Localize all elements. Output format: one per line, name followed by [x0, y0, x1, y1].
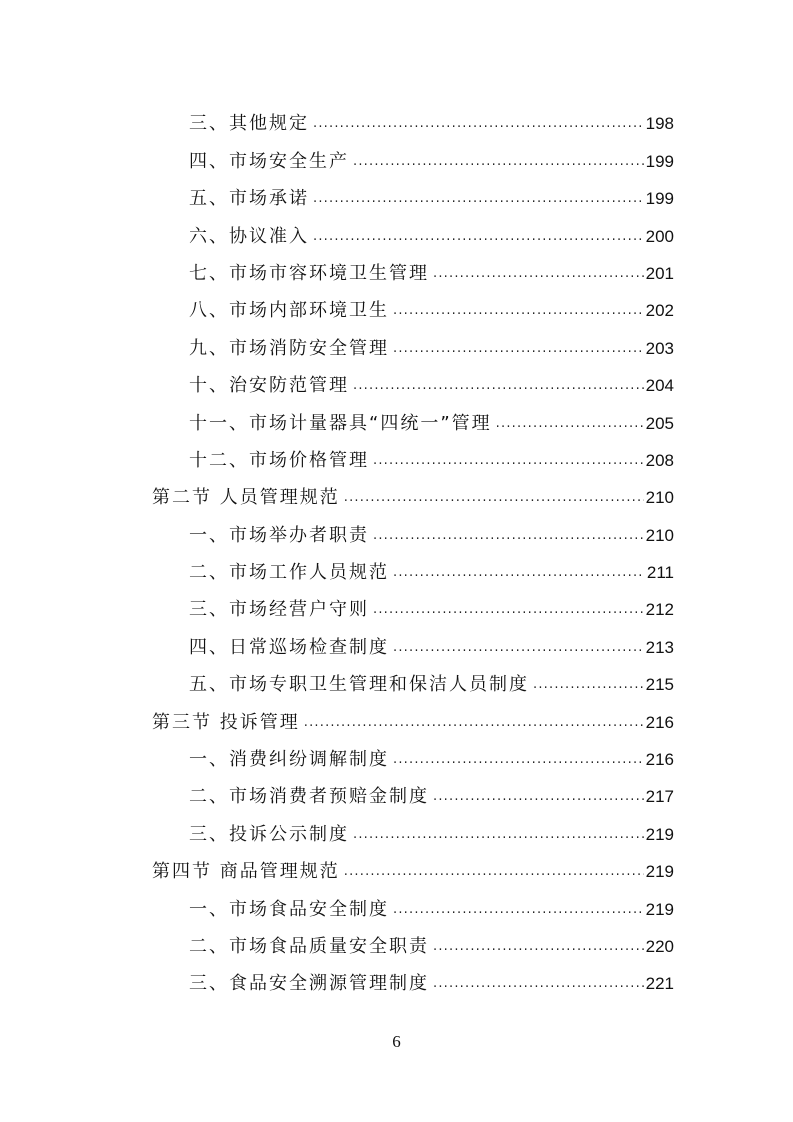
toc-entry-page: 217: [645, 787, 674, 807]
toc-entry-title: 九、市场消防安全管理: [189, 337, 389, 359]
toc-entry-title: 七、市场市容环境卫生管理: [189, 262, 429, 284]
toc-entry-title: 一、消费纠纷调解制度: [189, 749, 389, 771]
toc-dot-leader: [313, 189, 644, 213]
toc-dot-leader: [393, 339, 644, 363]
toc-entry[interactable]: [0, 774, 793, 811]
toc-dot-leader: [393, 301, 644, 325]
toc-entry[interactable]: [0, 325, 793, 362]
toc-dot-leader: [433, 264, 644, 288]
toc-entry[interactable]: [0, 737, 793, 774]
table-of-contents: [0, 101, 793, 998]
toc-entry[interactable]: [0, 924, 793, 961]
toc-entry-title: 八、市场内部环境卫生: [189, 300, 389, 322]
toc-entry[interactable]: [0, 438, 793, 475]
toc-section-entry[interactable]: [0, 699, 793, 736]
toc-entry-title: 一、市场举办者职责: [189, 524, 369, 546]
toc-section-entry[interactable]: [0, 849, 793, 886]
toc-dot-leader: [313, 227, 644, 251]
toc-dot-leader: [373, 526, 644, 550]
toc-entry-page: 199: [645, 151, 674, 171]
toc-section-entry[interactable]: [0, 475, 793, 512]
toc-dot-leader: [393, 750, 644, 774]
toc-dot-leader: [433, 974, 644, 998]
toc-section-title: 第三节 投诉管理: [152, 711, 300, 733]
toc-entry[interactable]: [0, 886, 793, 923]
toc-entry-page: 211: [646, 563, 674, 583]
toc-entry[interactable]: [0, 811, 793, 848]
toc-entry-title: 五、市场承诺: [189, 188, 309, 210]
toc-entry-title: 二、市场消费者预赔金制度: [189, 786, 429, 808]
toc-entry-title: 四、市场安全生产: [189, 150, 349, 172]
toc-entry-title: 三、食品安全溯源管理制度: [189, 973, 429, 995]
toc-dot-leader: [393, 563, 645, 587]
toc-entry-page: 210: [645, 488, 674, 508]
toc-dot-leader: [353, 376, 644, 400]
toc-entry-page: 205: [645, 413, 674, 433]
toc-entry-page: 219: [645, 899, 674, 919]
toc-dot-leader: [433, 787, 644, 811]
toc-entry-title: 十二、市场价格管理: [189, 449, 369, 471]
toc-dot-leader: [393, 900, 644, 924]
toc-entry[interactable]: [0, 363, 793, 400]
toc-entry-title: 三、市场经营户守则: [189, 599, 369, 621]
toc-dot-leader: [373, 451, 644, 475]
toc-entry-page: 199: [645, 189, 674, 209]
toc-entry-page: 201: [645, 263, 674, 283]
toc-dot-leader: [344, 862, 644, 886]
toc-section-title: 第四节 商品管理规范: [152, 861, 340, 883]
toc-entry-title: 三、投诉公示制度: [189, 823, 349, 845]
toc-entry-title: 一、市场食品安全制度: [189, 898, 389, 920]
toc-entry-title: 六、协议准入: [189, 225, 309, 247]
toc-entry[interactable]: [0, 961, 793, 998]
toc-dot-leader: [304, 713, 644, 737]
toc-entry-title: 三、其他规定: [189, 113, 309, 135]
toc-dot-leader: [344, 488, 644, 512]
toc-entry-page: 221: [645, 974, 674, 994]
toc-dot-leader: [496, 414, 644, 438]
toc-entry-page: 216: [645, 712, 674, 732]
toc-entry[interactable]: [0, 587, 793, 624]
toc-entry-page: 198: [645, 114, 674, 134]
toc-entry-page: 203: [645, 338, 674, 358]
toc-dot-leader: [393, 638, 644, 662]
toc-entry-title: 十、治安防范管理: [189, 375, 349, 397]
toc-entry[interactable]: [0, 213, 793, 250]
toc-entry-page: 200: [645, 226, 674, 246]
toc-entry[interactable]: [0, 288, 793, 325]
toc-entry[interactable]: [0, 512, 793, 549]
toc-entry[interactable]: [0, 662, 793, 699]
toc-entry-page: 210: [645, 525, 674, 545]
toc-entry-page: 219: [645, 862, 674, 882]
toc-entry[interactable]: [0, 176, 793, 213]
toc-dot-leader: [353, 152, 644, 176]
toc-entry-title: 五、市场专职卫生管理和保洁人员制度: [189, 674, 529, 696]
toc-entry-page: 220: [645, 936, 674, 956]
toc-entry-title: 二、市场工作人员规范: [189, 562, 389, 584]
toc-entry-page: 215: [645, 675, 674, 695]
toc-entry-title: 二、市场食品质量安全职责: [189, 935, 429, 957]
toc-dot-leader: [373, 600, 644, 624]
page-number: 6: [392, 1032, 401, 1051]
toc-dot-leader: [533, 675, 644, 699]
toc-entry-page: 202: [645, 301, 674, 321]
toc-entry[interactable]: [0, 400, 793, 437]
toc-dot-leader: [313, 114, 644, 138]
toc-entry[interactable]: [0, 550, 793, 587]
toc-entry[interactable]: [0, 251, 793, 288]
toc-entry-page: 213: [645, 637, 674, 657]
toc-dot-leader: [353, 825, 644, 849]
toc-entry[interactable]: [0, 138, 793, 175]
toc-entry-page: 204: [645, 376, 674, 396]
toc-entry-title: 十一、市场计量器具“四统一”管理: [189, 412, 492, 434]
toc-section-title: 第二节 人员管理规范: [152, 487, 340, 509]
toc-entry[interactable]: [0, 624, 793, 661]
toc-entry[interactable]: [0, 101, 793, 138]
toc-dot-leader: [433, 937, 644, 961]
toc-entry-page: 208: [645, 450, 674, 470]
toc-entry-title: 四、日常巡场检查制度: [189, 636, 389, 658]
toc-entry-page: 212: [645, 600, 674, 620]
toc-entry-page: 216: [645, 750, 674, 770]
toc-entry-page: 219: [645, 824, 674, 844]
